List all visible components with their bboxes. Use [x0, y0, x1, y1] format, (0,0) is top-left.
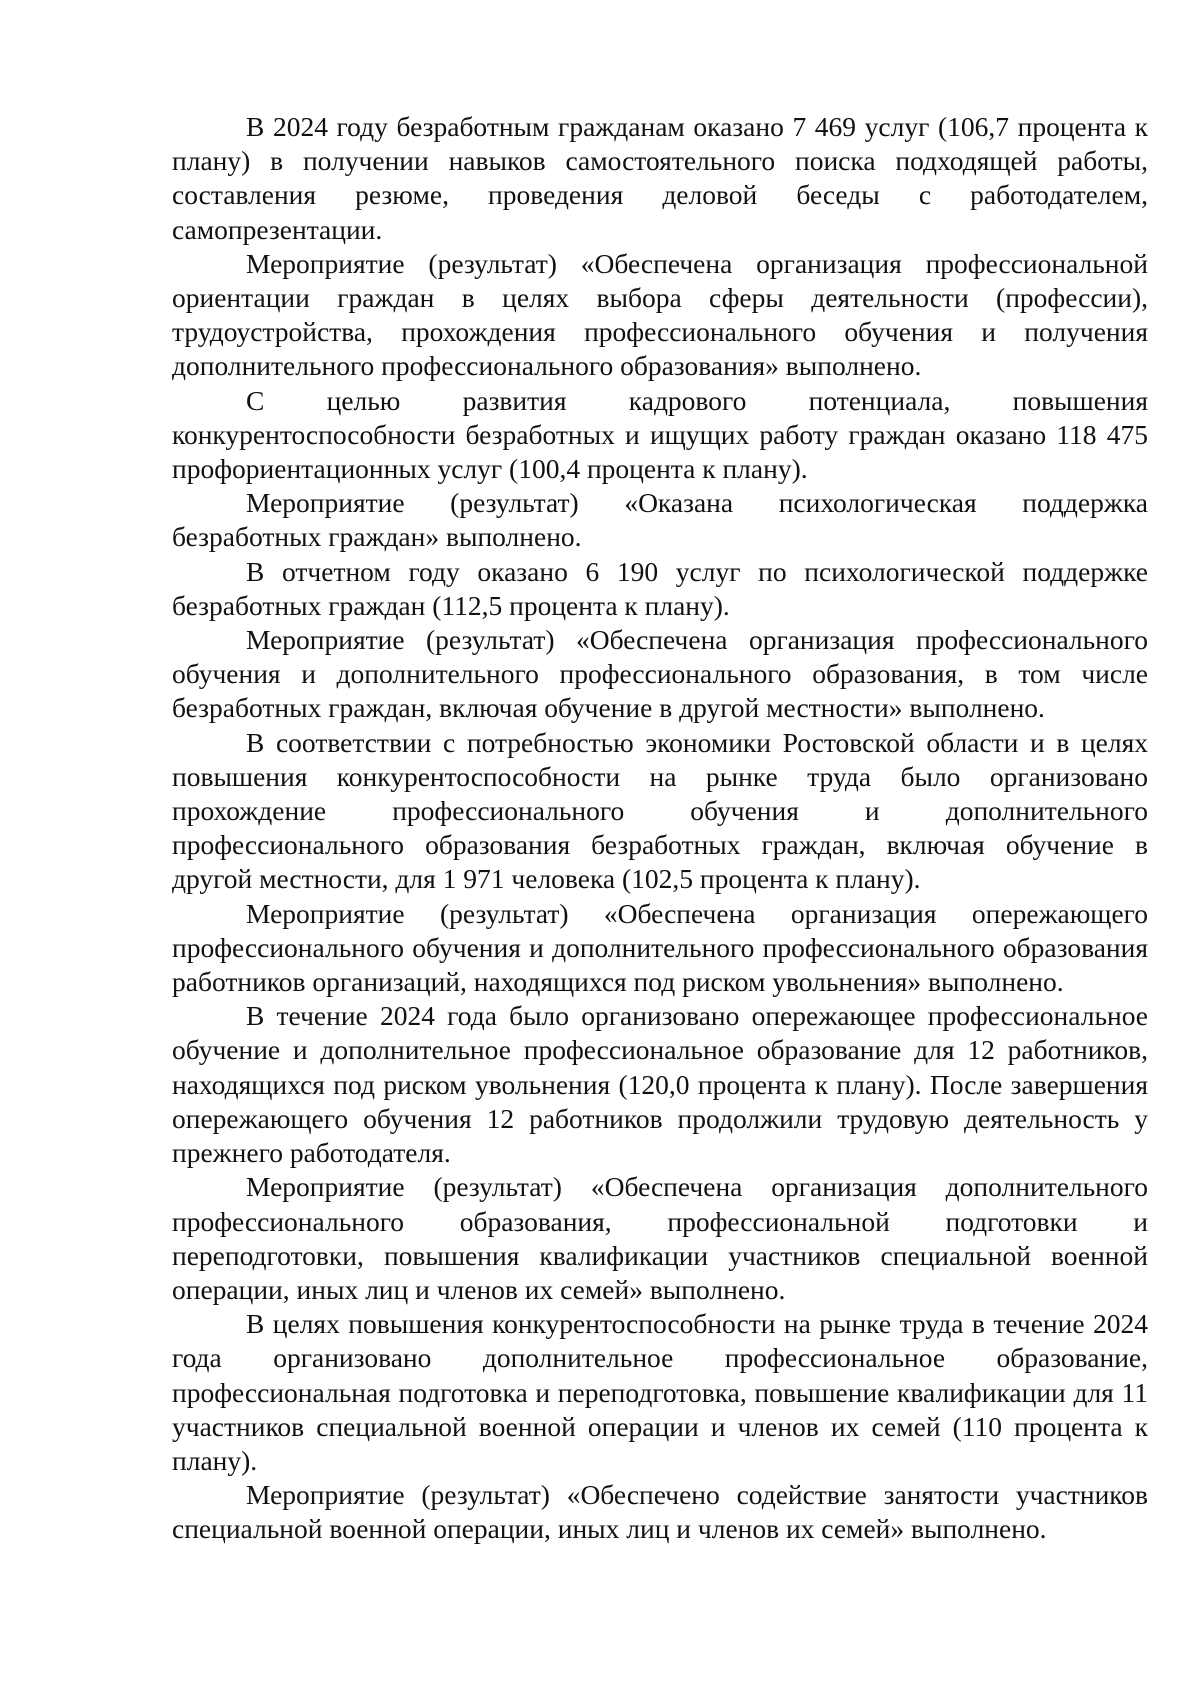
paragraph-psychological-support-services: В отчетном году оказано 6 190 услуг по психологической поддержке безработных граждан (112,5 процента к плану). [172, 555, 1148, 621]
paragraph-unemployed-services: В 2024 году безработным гражданам оказано 7 469 услуг (106,7 процента к плану) в получении навыков самостоятельного поиска подходящей работы, составления резюме, проведения деловой беседы с работодателем, самопрезентации. [172, 111, 1148, 245]
paragraph-vocational-training-event: Мероприятие (результат) «Обеспечена организация профессионального обучения и дополнительного профессионального образования, в том числе безработных граждан, включая обучение в другой местности» выполнено. [172, 624, 1148, 724]
paragraph-career-guidance-event: Мероприятие (результат) «Обеспечена организация профессиональной ориентации граждан в целях выбора сферы деятельности (профессии), трудоустройства, прохождения профессионального обучения и получения дополнительного профессионального образования» выполнено. [172, 247, 1148, 382]
paragraph-advance-training-results: В течение 2024 года было организовано опережающее профессиональное обучение и дополнительное профессиональное образование для 12 работников, находящихся под риском увольнения (120,0 процента к плану). После завершения опережающего обучения 12 работников продолжили трудовую деятельность у прежнего работодателя. [172, 1000, 1148, 1169]
paragraph-svo-education-event: Мероприятие (результат) «Обеспечена организация дополнительного профессионального образования, профессиональной подготовки и переподготовки, повышения квалификации участников специальной военной операции, иных лиц и членов их семей» выполнено. [172, 1171, 1148, 1305]
paragraph-svo-employment-event: Мероприятие (результат) «Обеспечено содействие занятости участников специальной военной операции, иных лиц и членов их семей» выполнено. [172, 1479, 1148, 1545]
paragraph-vocational-training-results: В соответствии с потребностью экономики Ростовской области и в целях повышения конкурентоспособности на рынке труда было организовано прохождение профессионального обучения и дополнительного профессионального образования безработных граждан, включая обучение в другой местности, для 1 971 человека (102,5 процента к плану). [172, 726, 1148, 895]
document-body [172, 110, 1148, 1547]
paragraph-svo-education-results: В целях повышения конкурентоспособности на рынке труда в течение 2024 года организовано дополнительное профессиональное образование, профессиональная подготовка и переподготовка, повышение квалификации для 11 участников специальной военной операции и членов их семей (110 процента к плану). [172, 1308, 1148, 1476]
paragraph-advance-training-event: Мероприятие (результат) «Обеспечена организация опережающего профессионального обучения и дополнительного профессионального образования работников организаций, находящихся под риском увольнения» выполнено. [172, 897, 1148, 998]
paragraph-psychological-support-event: Мероприятие (результат) «Оказана психологическая поддержка безработных граждан» выполнено. [172, 487, 1148, 553]
paragraph-career-guidance-services: С целью развития кадрового потенциала, повышения конкурентоспособности безработных и ищущих работу граждан оказано 118 475 профориентационных услуг (100,4 процента к плану). [172, 384, 1148, 485]
